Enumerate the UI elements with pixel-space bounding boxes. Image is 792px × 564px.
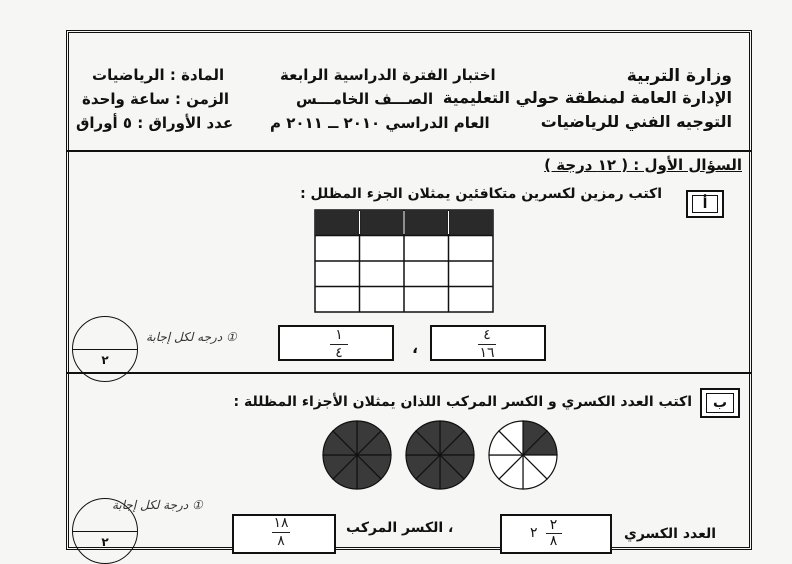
part-a-label-box bbox=[686, 190, 724, 218]
question-title: السؤال الأول : ( ١٢ درجة ) bbox=[544, 156, 742, 174]
denominator: ٤ bbox=[335, 344, 343, 361]
page-count: عدد الأوراق : ٥ أوراق bbox=[76, 114, 234, 132]
numerator: ٤ bbox=[483, 327, 491, 343]
score-circle-a bbox=[72, 316, 138, 382]
numerator: ١ bbox=[335, 327, 343, 343]
part-divider bbox=[66, 372, 752, 374]
subject: المادة : الرياضيات bbox=[92, 66, 225, 84]
mixed-answer bbox=[530, 518, 562, 548]
header-divider bbox=[66, 150, 752, 152]
exam-period: اختبار الفترة الدراسية الرابعة bbox=[280, 66, 496, 84]
duration: الزمن : ساعة واحدة bbox=[82, 90, 230, 108]
denominator: ٨ bbox=[277, 532, 285, 549]
fraction-circle bbox=[406, 421, 474, 489]
part-b-instruction: اكتب العدد الكسري و الكسر المركب اللذان يمثلان الأجزاء المظللة : bbox=[233, 394, 692, 410]
grading-note-a: ① درجه لكل إجابة bbox=[146, 330, 237, 344]
grade-level: الصـــف الخامـــس bbox=[296, 90, 434, 108]
improper-answer bbox=[272, 516, 290, 548]
answer-fraction-2 bbox=[478, 328, 496, 360]
department-name: التوجيه الفني للرياضيات bbox=[540, 112, 732, 131]
mixed-number-label: العدد الكسري bbox=[624, 526, 717, 542]
answer-fraction-1 bbox=[330, 328, 348, 360]
denominator: ١٦ bbox=[479, 344, 495, 361]
ministry-name: وزارة التربية bbox=[626, 66, 732, 86]
separator: ، bbox=[412, 338, 419, 357]
improper-fraction-label: ، الكسر المركب bbox=[346, 520, 454, 536]
score-value-a: ٢ bbox=[101, 353, 109, 367]
part-b-label: ب bbox=[706, 393, 733, 413]
fraction-circle bbox=[489, 421, 557, 489]
numerator: ٢ bbox=[549, 517, 558, 533]
grading-note-b: ① درجة لكل إجابة bbox=[112, 498, 203, 512]
part-a-instruction: اكتب رمزين لكسرين متكافئين يمثلان الجزء المظلل : bbox=[300, 186, 662, 202]
district-name: الإدارة العامة لمنطقة حولي التعليمية bbox=[442, 88, 732, 107]
part-a-label: أ bbox=[692, 195, 718, 214]
fraction-circles bbox=[320, 418, 560, 492]
numerator: ١٨ bbox=[273, 515, 289, 531]
part-b-label-box bbox=[700, 388, 740, 418]
school-year: العام الدراسي ٢٠١٠ ــ ٢٠١١ م bbox=[270, 114, 490, 132]
shaded-grid bbox=[314, 209, 494, 313]
fraction-circle bbox=[323, 421, 391, 489]
denominator: ٨ bbox=[549, 532, 558, 549]
score-value-b: ٢ bbox=[101, 535, 109, 549]
mixed-whole: ٢ bbox=[530, 525, 538, 542]
